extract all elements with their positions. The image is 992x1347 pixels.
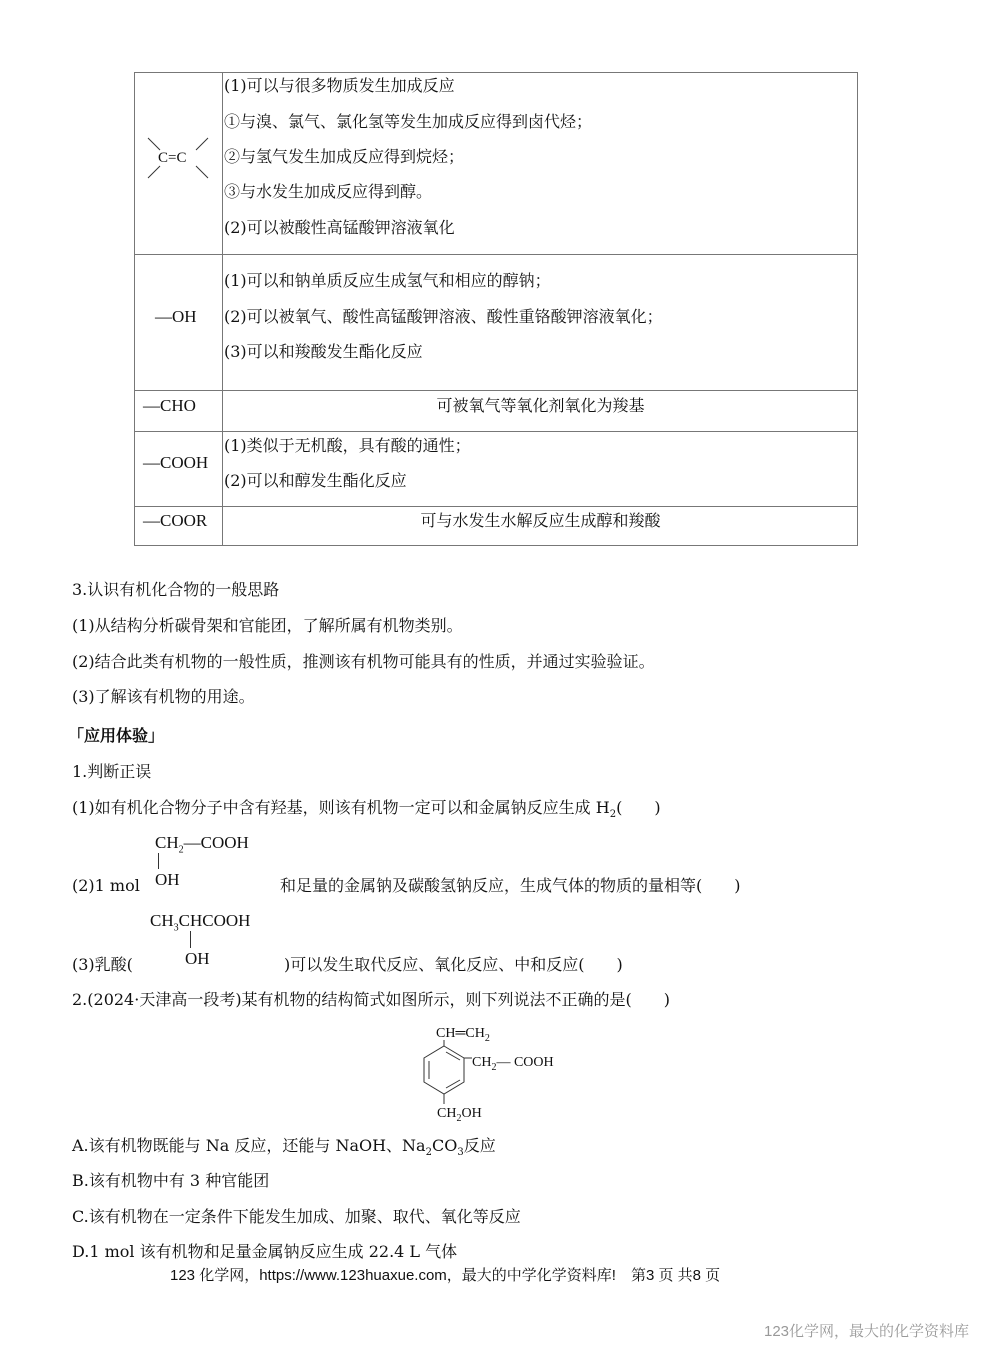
table-cell-text: ①与溴、氯气、氯化氢等发生加成反应得到卤代烃； <box>224 112 593 131</box>
list-item: (2)结合此类有机物的一般性质，推测该有机物可能具有的性质，并通过实验验证。 <box>72 652 655 671</box>
formula: $CH_3CHCOOH$ <box>150 911 251 934</box>
formula: $CH═CH_2$ <box>436 1026 490 1044</box>
formula: OH <box>185 949 210 968</box>
question-item: )可以发生取代反应、氧化反应、中和反应( ) <box>284 955 623 974</box>
formula: OH <box>155 870 180 889</box>
group-label: —COOR <box>143 511 208 530</box>
group-label: —COOH <box>143 453 209 472</box>
question-title: 2.(2024·天津高一段考)某有机物的结构简式如图所示，则下列说法不正确的是( ) <box>72 990 671 1009</box>
formula: $CH_2—$ COOH <box>472 1055 554 1073</box>
question-item: (2)1 mol <box>72 876 140 895</box>
table-divider <box>134 390 858 391</box>
option-b: B.该有机物中有 3 种官能团 <box>72 1171 270 1190</box>
bond-line <box>158 853 159 869</box>
table-cell-text: (2)可以被氧气、酸性高锰酸钾溶液、酸性重铬酸钾溶液氧化； <box>224 307 663 326</box>
table-cell-text: (2)可以被酸性高锰酸钾溶液氧化 <box>224 218 455 237</box>
group-label: —OH <box>155 307 197 326</box>
option-c: C.该有机物在一定条件下能发生加成、加聚、取代、氧化等反应 <box>72 1207 521 1226</box>
page-footer: 123 化学网，https://www.123huaxue.com，最大的中学化学资料库! 第3 页 共8 页 <box>170 1267 721 1284</box>
table-divider <box>134 254 858 255</box>
table-cell-text: ③与水发生加成反应得到醇。 <box>224 182 433 201</box>
section-heading: 「应用体验」 <box>68 726 165 745</box>
table-divider <box>222 72 223 546</box>
group-label: —CHO <box>143 396 196 415</box>
table-cell-text: (3)可以和羧酸发生酯化反应 <box>224 342 423 361</box>
formula: $CH_2OH$ <box>437 1106 482 1124</box>
option-d: D.1 mol 该有机物和足量金属钠反应生成 22.4 L 气体 <box>72 1242 458 1261</box>
bond-line <box>190 931 191 948</box>
list-item: (1)从结构分析碳骨架和官能团，了解所属有机物类别。 <box>72 616 463 635</box>
list-item: (3)了解该有机物的用途。 <box>72 687 255 706</box>
table-cell-text: 可与水发生水解反应生成醇和羧酸 <box>420 511 661 530</box>
table-cell-text: (1)可以与很多物质发生加成反应 <box>224 76 455 95</box>
benzene-ring-icon <box>420 1040 474 1106</box>
table-cell-text: (1)类似于无机酸，具有酸的通性； <box>224 436 471 455</box>
table-divider <box>134 431 858 432</box>
section-title: 3.认识有机化合物的一般思路 <box>72 580 280 599</box>
table-cell-text: 可被氧气等氧化剂氧化为羧基 <box>436 396 645 415</box>
question-item: (3)乳酸( <box>72 955 133 974</box>
watermark: 123化学网，最大的化学资料库 <box>764 1323 970 1340</box>
formula: $CH_2—COOH$ <box>155 833 249 856</box>
table-cell-text: ②与氢气发生加成反应得到烷烃； <box>224 147 465 166</box>
question-item: (1)如有机化合物分子中含有羟基，则该有机物一定可以和金属钠反应生成 $H_2$( ) <box>72 798 661 821</box>
table-cell-text: (1)可以和钠单质反应生成氢气和相应的醇钠； <box>224 271 551 290</box>
group-label: C=C <box>158 150 187 166</box>
table-divider <box>134 506 858 507</box>
question-title: 1.判断正误 <box>72 762 152 781</box>
table-cell-text: (2)可以和醇发生酯化反应 <box>224 471 407 490</box>
question-item: 和足量的金属钠及碳酸氢钠反应，生成气体的物质的量相等( ) <box>280 876 741 895</box>
option-a: A.该有机物既能与 Na 反应，还能与 NaOH、$Na_2CO_3$反应 <box>72 1136 496 1159</box>
